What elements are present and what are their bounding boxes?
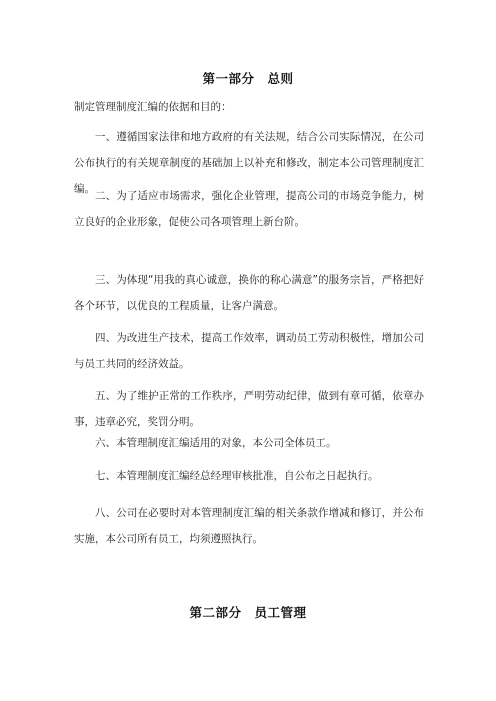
part2-title: 第二部分 员工管理 — [189, 605, 307, 620]
paragraph-6: 六、本管理制度汇编适用的对象，本公司全体员工。 — [95, 437, 337, 449]
paragraph-4: 四、为改进生产技术，提高工作效率，调动员工劳动积极性，增加公司与员工共同的经济效益。 — [74, 332, 424, 370]
paragraph-8: 八、公司在必要时对本管理制度汇编的相关条款作增减和修订，并公布实施，本公司所有员工，均须遵照执行。 — [74, 507, 424, 545]
paragraph-7: 七、本管理制度汇编经总经理审核批准，自公布之日起执行。 — [95, 470, 379, 482]
paragraph-1: 一、遵循国家法律和地方政府的有关法规，结合公司实际情况，在公司公布执行的有关规章制度的基础加上以补充和修改，制定本公司管理制度汇编。 — [74, 131, 424, 195]
paragraph-2: 二、为了适应市场需求，强化企业管理，提高公司的市场竞争能力，树立良好的企业形象，促使公司各项管理上新台阶。 — [74, 190, 424, 228]
paragraph-3: 三、为体现“用我的真心诚意，换你的称心满意”的服务宗旨，严格把好各个环节，以优良的工程质量，让客户满意。 — [74, 274, 424, 312]
paragraph-5: 五、为了维护正常的工作秩序，严明劳动纪律，做到有章可循，依章办事，违章必究，奖罚分明。 — [74, 390, 424, 428]
part1-title: 第一部分 总则 — [202, 71, 294, 86]
intro-text: 制定管理制度汇编的依据和目的： — [74, 101, 232, 113]
